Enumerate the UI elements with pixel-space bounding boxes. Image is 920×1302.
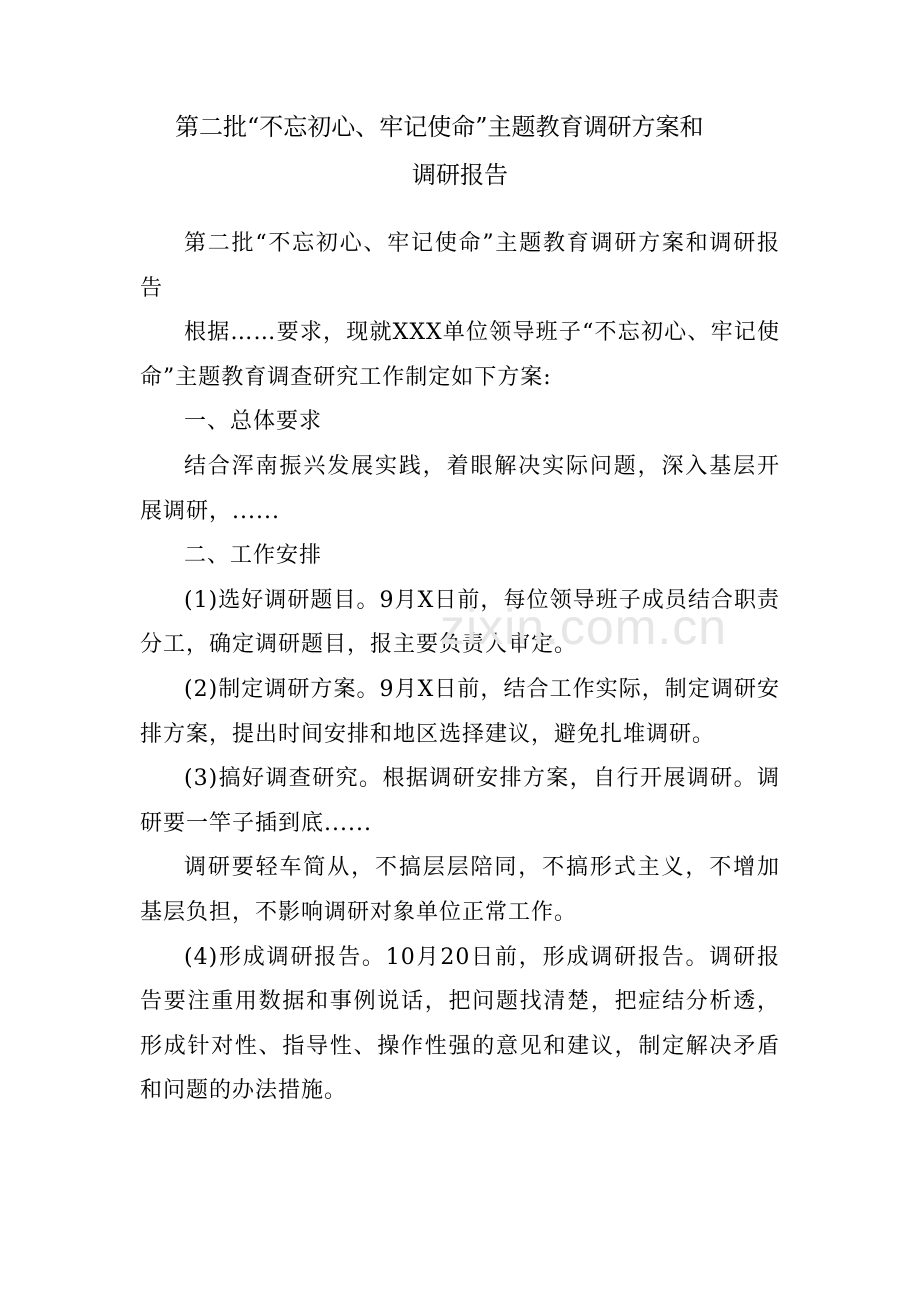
paragraph-step-4: (4)形成调研报告。10月20日前，形成调研报告。调研报告要注重用数据和事例说话，把问题找清楚，把症结分析透，形成针对性、指导性、操作性强的意见和建议，制定解决矛盾和问题的办法措施。 (140, 944, 780, 1104)
paragraph-step-1: (1)选好调研题目。9月X日前，每位领导班子成员结合职责分工，确定调研题目，报主要负责人审定。 (140, 587, 780, 658)
document-title-line-2: 调研报告 (412, 161, 508, 189)
paragraph-step-3: (3)搞好调查研究。根据调研安排方案，自行开展调研。调研要一竿子插到底...... (140, 766, 780, 836)
paragraph-intro: 根据……要求，现就XXX单位领导班子“不忘初心、牢记使命”主题教育调查研究工作制定如下方案: (140, 320, 780, 390)
paragraph-overall: 结合浑南振兴发展实践，着眼解决实际问题，深入基层开展调研，...... (140, 453, 780, 524)
paragraph-heading-repeat: 第二批“不忘初心、牢记使命”主题教育调研方案和调研报告 (140, 231, 780, 301)
paragraph-step-3-note: 调研要轻车简从，不搞层层陪同，不搞形式主义，不增加基层负担，不影响调研对象单位正常工作。 (140, 855, 780, 925)
document-body (140, 222, 780, 1114)
document-title-line-1: 第二批“不忘初心、牢记使命”主题教育调研方案和 (175, 113, 704, 141)
section-heading-overall: 一、总体要求 (184, 409, 323, 435)
paragraph-step-2: (2)制定调研方案。9月X日前，结合工作实际，制定调研安排方案，提出时间安排和地区选择建议，避免扎堆调研。 (140, 676, 780, 747)
section-heading-arrangement: 二、工作安排 (184, 543, 323, 569)
watermark-text: zixin.com.cn (440, 599, 728, 655)
